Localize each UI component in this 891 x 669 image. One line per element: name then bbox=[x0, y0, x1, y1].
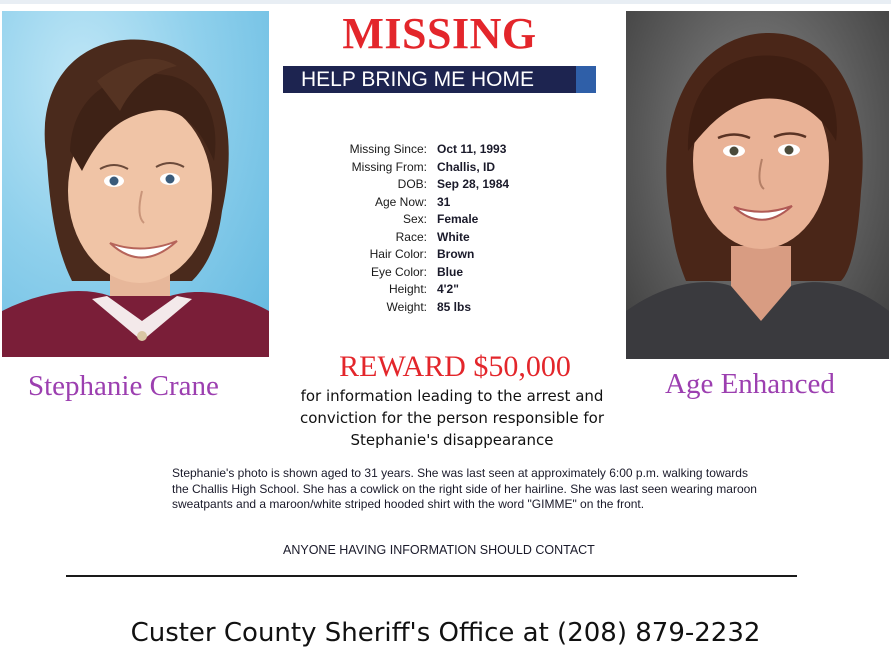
facts-list bbox=[300, 141, 509, 316]
fact-label: Age Now: bbox=[374, 194, 427, 209]
top-border bbox=[0, 0, 891, 4]
reward-details bbox=[282, 385, 622, 451]
fact-value: Female bbox=[437, 212, 479, 226]
divider bbox=[66, 575, 797, 577]
reward-line: for information leading to the arrest and bbox=[300, 387, 604, 405]
fact-sex bbox=[300, 211, 509, 229]
fact-value: 4'2" bbox=[437, 282, 459, 296]
missing-headline: MISSING bbox=[342, 9, 537, 58]
sheriff-office-contact: Custer County Sheriff's Office at (208) 879-2232 bbox=[130, 618, 761, 648]
fact-label: Eye Color: bbox=[370, 264, 427, 279]
fact-label: Hair Color: bbox=[369, 247, 427, 261]
age-enhanced-photo bbox=[626, 11, 889, 359]
fact-height bbox=[300, 281, 509, 299]
fact-label: Race: bbox=[395, 229, 427, 244]
fact-missing-since bbox=[300, 141, 509, 159]
contact-prompt: ANYONE HAVING INFORMATION SHOULD CONTACT bbox=[283, 543, 595, 557]
reward-line: Stephanie's disappearance bbox=[350, 431, 554, 449]
missing-person-name: Stephanie Crane bbox=[28, 370, 219, 402]
fact-label: DOB: bbox=[397, 177, 427, 191]
case-description: Stephanie's photo is shown aged to 31 years. She was last seen at approximately 6:00 p.m. walking towards the Challis High School. She has a cowlick on the right side of her hairline. She was last seen wearing maroon sweatpants and a maroon/white striped hooded shirt with the word "GIMME" on the front. bbox=[172, 466, 757, 511]
help-bring-me-home-banner bbox=[283, 66, 596, 93]
fact-dob bbox=[300, 176, 509, 194]
fact-age-now bbox=[300, 194, 509, 212]
fact-value: Blue bbox=[437, 264, 464, 279]
reward-title: REWARD $50,000 bbox=[339, 350, 571, 383]
fact-value: Brown bbox=[437, 247, 475, 261]
fact-missing-from bbox=[300, 159, 509, 177]
fact-value: 31 bbox=[437, 194, 451, 209]
child-photo bbox=[2, 11, 269, 357]
fact-hair-color bbox=[300, 246, 509, 264]
fact-value: Challis, ID bbox=[437, 159, 496, 174]
fact-value: 85 lbs bbox=[437, 299, 472, 314]
banner-text: HELP BRING ME HOME bbox=[301, 68, 534, 91]
fact-value: Sep 28, 1984 bbox=[437, 177, 510, 191]
fact-label: Missing Since: bbox=[349, 142, 427, 156]
fact-label: Sex: bbox=[402, 212, 427, 226]
fact-label: Weight: bbox=[386, 299, 427, 314]
fact-label: Missing From: bbox=[351, 159, 427, 174]
fact-value: Oct 11, 1993 bbox=[437, 142, 507, 156]
fact-race bbox=[300, 229, 509, 247]
age-enhanced-caption: Age Enhanced bbox=[665, 368, 835, 400]
fact-value: White bbox=[437, 229, 470, 244]
fact-eye-color bbox=[300, 264, 509, 282]
fact-label: Height: bbox=[388, 282, 427, 296]
reward-line: conviction for the person responsible for bbox=[299, 409, 605, 427]
fact-weight bbox=[300, 299, 509, 317]
